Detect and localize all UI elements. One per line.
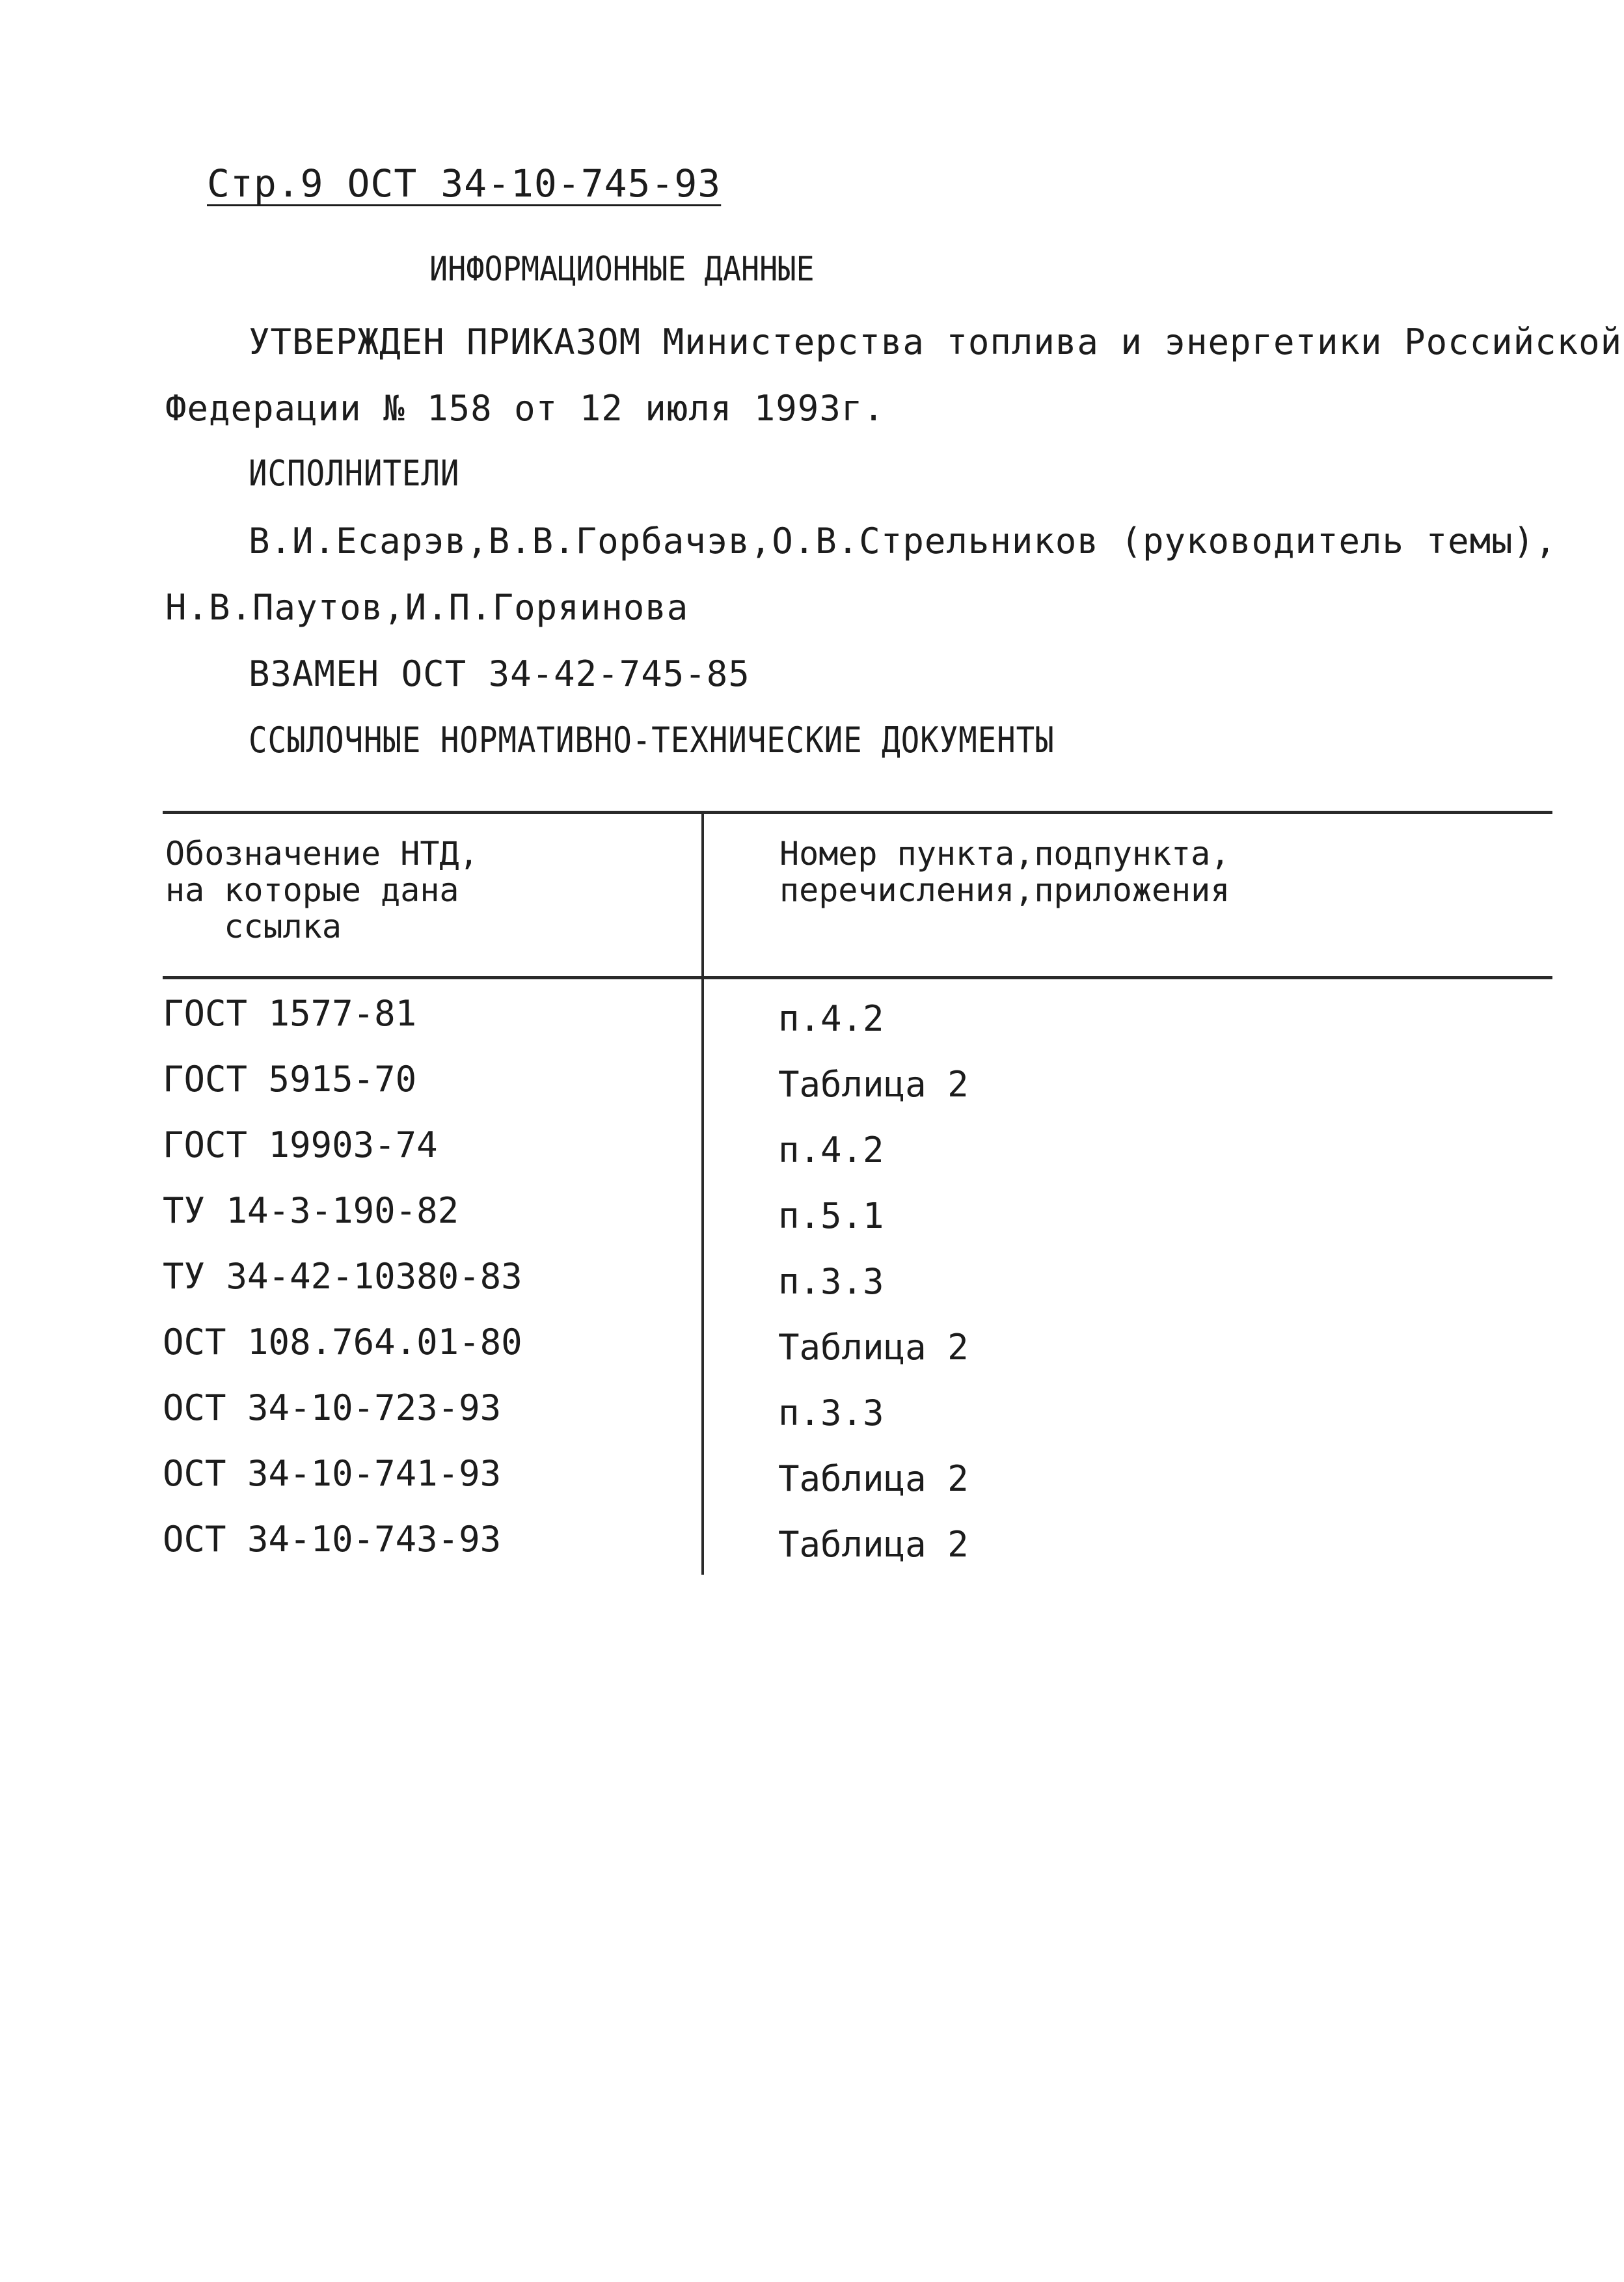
clause-number: Таблица 2 (778, 1327, 969, 1368)
clause-number: Таблица 2 (778, 1064, 969, 1105)
reference-table-body (0, 993, 1624, 1584)
clause-number: п.3.3 (778, 1392, 884, 1433)
ntd-designation: ТУ 34-42-10380-83 (163, 1256, 522, 1297)
ntd-designation: ОСТ 34-10-743-93 (163, 1519, 502, 1560)
table-row (0, 1322, 1624, 1387)
ntd-designation: ОСТ 108.764.01-80 (163, 1322, 522, 1363)
page-header: Стр.9 ОСТ 34-10-745-93 (207, 161, 722, 206)
ntd-designation: ТУ 14-3-190-82 (163, 1190, 459, 1231)
replaces-statement: ВЗАМЕН ОСТ 34-42-745-85 (249, 653, 750, 694)
ntd-designation: ОСТ 34-10-723-93 (163, 1387, 502, 1428)
table-top-rule (163, 811, 1552, 814)
clause-number: п.4.2 (778, 1130, 884, 1171)
table-header-ntd: Обозначение НТД, на которые дана ссылка (165, 835, 479, 945)
performers-heading: ИСПОЛНИТЕЛИ (249, 453, 460, 494)
performers-line-1: В.И.Есарэв,В.В.Горбачэв,О.В.Стрельников (руководитель темы), (249, 521, 1557, 562)
table-header-rule (163, 976, 1552, 979)
references-heading: ССЫЛОЧНЫЕ НОРМАТИВНО-ТЕХНИЧЕСКИЕ ДОКУМЕНТЫ (249, 720, 1055, 761)
table-row (0, 1519, 1624, 1584)
ntd-designation: ОСТ 34-10-741-93 (163, 1453, 502, 1494)
table-row (0, 1190, 1624, 1256)
table-row (0, 1256, 1624, 1322)
ntd-designation: ГОСТ 19903-74 (163, 1124, 438, 1165)
table-row (0, 1059, 1624, 1124)
ntd-designation: ГОСТ 5915-70 (163, 1059, 417, 1100)
performers-line-2: Н.В.Паутов,И.П.Горяинова (165, 587, 689, 628)
clause-number: Таблица 2 (778, 1458, 969, 1499)
table-row (0, 1387, 1624, 1453)
clause-number: п.3.3 (778, 1261, 884, 1302)
ntd-designation: ГОСТ 1577-81 (163, 993, 417, 1034)
table-row (0, 993, 1624, 1059)
approval-text-line-2: Федерации № 158 от 12 июля 1993г. (165, 388, 885, 429)
clause-number: п.5.1 (778, 1195, 884, 1236)
clause-number: п.4.2 (778, 998, 884, 1039)
table-row (0, 1453, 1624, 1519)
approval-text-line-1: УТВЕРЖДЕН ПРИКАЗОМ Министерства топлива и энергетики Российской (249, 321, 1623, 362)
section-title: ИНФОРМАЦИОННЫЕ ДАННЫЕ (429, 250, 815, 289)
table-header-clause: Номер пункта,подпункта, перечисления,приложения (779, 835, 1230, 909)
clause-number: Таблица 2 (778, 1524, 969, 1565)
table-row (0, 1124, 1624, 1190)
